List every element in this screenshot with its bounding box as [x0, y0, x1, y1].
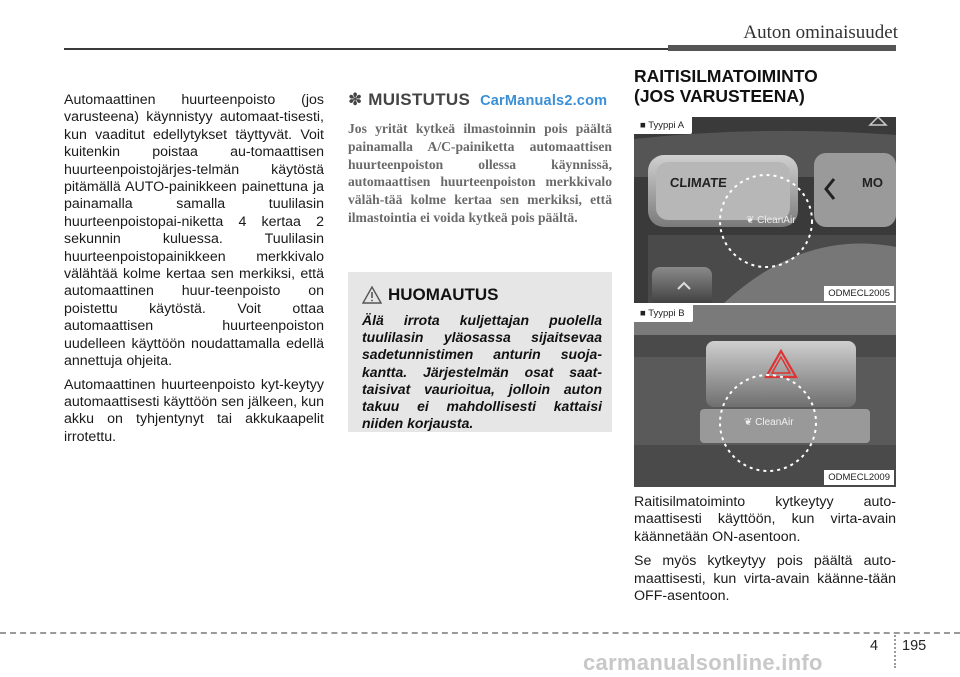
figure-label: ■ Tyyppi B — [634, 305, 693, 322]
figure-code: ODMECL2009 — [824, 470, 894, 485]
paragraph: Automaattinen huurteenpoisto (jos varusteena) käynnistyy automaat-tisesti, kun vaaditut edellytykset täyttyvät. Voit kuitenkin poistaa au-tomaattisen huurteenpoistojärjes-telmän käytöstä pitämällä AUTO-painikkeen painettuna ja painamalla samalla tuulilasin huurteenpoistopai-niketta 4 kertaa 2 sekunnin kuluessa. Tuulilasin huurteenpoistopainikkeen merkkivalo välähtää kolme kertaa sen merkiksi, että automaattinen huur-teenpoisto on poistettu käytöstä. Voit ottaa automaattisen huurteenpoiston uudelleen käyttöön noudattamalla edellä annettuja ohjeita. — [64, 92, 324, 370]
paragraph: Se myös kytkeytyy pois päältä auto-maattisesti, kun virta-avain käänne-tään OFF-asentoon. — [634, 553, 896, 605]
figure-code: ODMECL2005 — [824, 286, 894, 301]
paragraph: Automaattinen huurteenpoisto kyt-keytyy automaattisesti käyttöön sen jälkeen, kun akku on tyhjentynyt tai akkukaapelit irrotettu. — [64, 376, 324, 445]
right-column-text — [634, 494, 896, 612]
warning-triangle-icon — [362, 286, 382, 304]
note-block — [348, 90, 612, 227]
figure-type-a — [634, 117, 896, 303]
figure-a-illustration — [634, 117, 896, 303]
climate-button-label: CLIMATE — [669, 175, 728, 190]
caution-body: Älä irrota kuljettajan puolella tuulilasin yläosassa sijaitsevaa sadetunnistimen anturin suoja-kantta. Järjestelmän osat saat-taisivat vaurioitua, jolloin auton takuu ei mahdollisesti kattaisi niiden korjausta. — [362, 312, 602, 432]
paragraph: Raitisilmatoiminto kytkeytyy auto-maattisesti käyttöön, kun virta-avain käännetään ON-asentoon. — [634, 494, 896, 545]
section-title-line2: (JOS VARUSTEENA) — [634, 86, 805, 106]
clean-air-text: CleanAir — [757, 215, 796, 226]
section-title-line1: RAITISILMATOIMINTO — [634, 66, 818, 86]
caution-title: HUOMAUTUS — [388, 285, 499, 304]
section-heading — [634, 66, 896, 106]
header-rule-bold — [668, 45, 896, 51]
clean-air-text: CleanAir — [755, 417, 794, 428]
note-title: MUISTUTUS — [368, 90, 471, 109]
caution-heading — [362, 282, 602, 308]
running-header-title: Auton ominaisuudet — [743, 22, 898, 43]
clean-air-label — [744, 417, 794, 428]
clean-air-label — [746, 215, 796, 226]
watermark-link[interactable]: CarManuals2.com — [480, 93, 608, 109]
left-column-text — [64, 92, 324, 452]
figure-label: ■ Tyyppi A — [634, 117, 692, 134]
page-number: 195 — [902, 638, 927, 654]
footer-watermark: carmanualsonline.info — [583, 650, 823, 675]
leaf-icon: ❦ — [746, 215, 758, 226]
footer-rule — [0, 632, 960, 634]
note-body: Jos yrität kytkeä ilmastoinnin pois päältä painamalla A/C-painiketta automaattisen huurteenpoiston ollessa käynnissä, automaattisen huurteenpoiston merkkivalo väläh-tää kolme kertaa sen merkiksi, että ilmastointia ei voida kytkeä pois päältä. — [348, 121, 612, 225]
leaf-icon: ❦ — [744, 417, 756, 428]
footer-separator — [894, 632, 896, 668]
header-rule — [64, 48, 668, 50]
mode-button-label: MO — [862, 175, 883, 190]
note-heading — [348, 90, 612, 114]
figure-type-b — [634, 305, 896, 487]
asterisk-icon: ✽ — [348, 90, 363, 110]
chapter-number: 4 — [870, 638, 879, 654]
caution-box — [348, 272, 612, 432]
figure-b-illustration — [634, 305, 896, 487]
